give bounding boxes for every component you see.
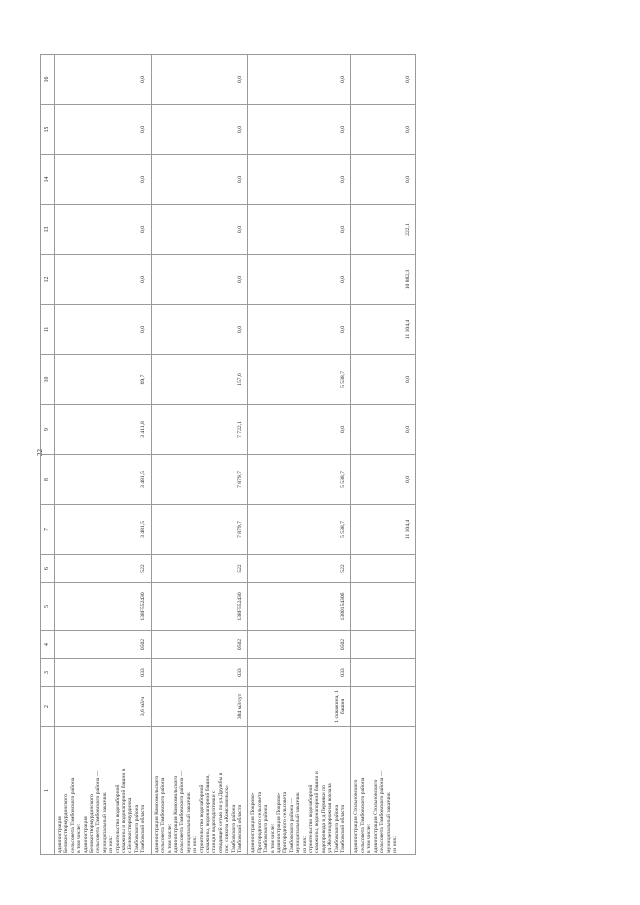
cell-c2: 1 скважина, 1 башня	[248, 687, 351, 727]
org-description-cell	[248, 727, 351, 855]
cell-c13: 0,0	[151, 205, 248, 255]
org-line: в том числе:	[166, 823, 173, 853]
org-line: из них:	[391, 836, 398, 853]
org-line: администрация Комсомольского	[172, 775, 179, 853]
cell-c6: 522	[248, 555, 351, 583]
cell-c14: 0,0	[55, 155, 152, 205]
org-line: муниципальный заказчик	[295, 792, 302, 853]
cell-c8: 7 879,7	[151, 455, 248, 505]
table-row	[55, 55, 152, 855]
org-line: муниципальный заказчик	[385, 792, 392, 853]
cell-c7: 11 104,4	[351, 505, 416, 555]
cell-c11: 0,0	[248, 305, 351, 355]
org-line: Тамбовской области	[140, 804, 147, 853]
column-header-11: 11	[41, 305, 55, 355]
cell-c16: 0,0	[55, 55, 152, 105]
org-line: Пригородного сельсовета	[256, 792, 263, 853]
cell-c4: 0502	[248, 631, 351, 659]
org-line: Тамбовского района	[333, 804, 340, 853]
cell-c15: 0,0	[351, 105, 416, 155]
org-line: муниципальный заказчик	[101, 792, 108, 853]
cell-c12: 10 882,3	[351, 255, 416, 305]
org-line: строительство водозаборной	[308, 784, 315, 853]
cell-c14: 0,0	[151, 155, 248, 205]
cell-c9: 0,0	[351, 405, 416, 455]
org-line: в том числе:	[76, 823, 83, 853]
cell-c3: 033	[248, 659, 351, 687]
column-header-16: 16	[41, 55, 55, 105]
org-line: скважины, водонапорной башни и	[314, 771, 321, 853]
org-line: в том числе:	[366, 823, 373, 853]
org-line: Тамбовской области	[236, 804, 243, 853]
cell-c13: 0,0	[248, 205, 351, 255]
cell-c11: 0,0	[151, 305, 248, 355]
column-header-15: 15	[41, 105, 55, 155]
column-header-12: 12	[41, 255, 55, 305]
org-line: сельсовета Тамбовского района —	[379, 770, 386, 853]
org-line: Тамбовского района —	[288, 797, 295, 853]
cell-c5	[351, 583, 416, 631]
org-line: строительство водозаборной	[114, 784, 121, 853]
cell-c16: 0,0	[351, 55, 416, 105]
org-line: сельсовета Тамбовского района —	[179, 770, 186, 853]
cell-c6: 522	[151, 555, 248, 583]
cell-c2	[351, 687, 416, 727]
org-line: скважины, водонапорной башни,	[204, 774, 211, 853]
org-line: сельсовета Тамбовского района	[359, 777, 366, 853]
cell-c2: 3,6 м3/ч	[55, 687, 152, 727]
cell-c8: 3 481,5	[55, 455, 152, 505]
org-line: станции водоподготовки с	[211, 790, 218, 853]
cell-c8: 0,0	[351, 455, 416, 505]
cell-c7: 7 879,7	[151, 505, 248, 555]
org-line: Белокостюрмурдинского	[89, 793, 96, 853]
org-line: из них:	[108, 836, 115, 853]
column-header-3: 3	[41, 659, 55, 687]
cell-c7: 5 538,7	[248, 505, 351, 555]
page-number: 22	[36, 449, 44, 456]
cell-c16: 0,0	[248, 55, 351, 105]
cell-c15: 0,0	[55, 105, 152, 155]
column-header-2: 2	[41, 687, 55, 727]
cell-c5: 138F552430	[151, 583, 248, 631]
cell-c6	[351, 555, 416, 583]
cell-c10: 157,6	[151, 355, 248, 405]
org-line: сельсовета Тамбовского района	[160, 777, 167, 853]
cell-c12: 0,0	[248, 255, 351, 305]
cell-c7: 3 481,5	[55, 505, 152, 555]
cell-c10: 0,0	[351, 355, 416, 405]
cell-c4: 0502	[151, 631, 248, 659]
org-line: из них:	[192, 836, 199, 853]
cell-c14: 0,0	[248, 155, 351, 205]
cell-c13: 222,1	[351, 205, 416, 255]
column-header-14: 14	[41, 155, 55, 205]
cell-c14: 0,0	[351, 155, 416, 205]
header-row	[41, 55, 55, 855]
org-line: Тамбовской области	[340, 804, 347, 853]
cell-c9: 3 411,8	[55, 405, 152, 455]
org-line: сельсовета Тамбовского района	[69, 777, 76, 853]
table-row	[151, 55, 248, 855]
cell-c3: 033	[151, 659, 248, 687]
cell-c9: 0,0	[248, 405, 351, 455]
column-header-1: 1	[41, 727, 55, 855]
org-line: Тамбовского района	[133, 804, 140, 853]
org-description-cell	[351, 727, 416, 855]
org-line: Тамбовского района	[263, 804, 270, 853]
cell-c3: 033	[55, 659, 152, 687]
column-header-9: 9	[41, 405, 55, 455]
org-line: администрация	[82, 816, 89, 853]
cell-c12: 0,0	[151, 255, 248, 305]
cell-c13: 0,0	[55, 205, 152, 255]
cell-c3	[351, 659, 416, 687]
cell-c5: 138015430б	[248, 583, 351, 631]
cell-c10: 69,7	[55, 355, 152, 405]
org-line: отводящей сетью по ул.Дружбы в	[217, 772, 224, 853]
org-line: администрация Стольновского	[353, 779, 360, 853]
org-line: скважины и водонапорной башни в	[121, 768, 128, 853]
column-header-6: 6	[41, 555, 55, 583]
table-row	[351, 55, 416, 855]
cell-c15: 0,0	[151, 105, 248, 155]
org-line: в том числе:	[269, 823, 276, 853]
org-line: администрация Покрово-	[250, 792, 257, 853]
column-header-5: 5	[41, 583, 55, 631]
org-line: Тамбовского района	[230, 804, 237, 853]
budget-table	[40, 54, 416, 855]
column-header-8: 8	[41, 455, 55, 505]
column-header-13: 13	[41, 205, 55, 255]
org-line: администрация Стольновского	[372, 779, 379, 853]
org-line: администрация	[57, 816, 63, 853]
org-line: пос. совхоза «Комсомольск»	[224, 785, 231, 853]
org-line: водопровода в д.Пермяки по	[320, 785, 327, 853]
column-header-7: 7	[41, 505, 55, 555]
org-line: Пригородного сельсовета	[282, 792, 289, 853]
cell-c10: 5 538,7	[248, 355, 351, 405]
org-description-cell	[151, 727, 248, 855]
org-line: администрация Комсомольского	[153, 775, 160, 853]
cell-c5: 138F552430	[55, 583, 152, 631]
cell-c12: 0,0	[55, 255, 152, 305]
org-line: строительство водозаборной	[198, 784, 205, 853]
org-line: администрация Покрово-	[276, 792, 282, 853]
cell-c6: 522	[55, 555, 152, 583]
cell-c4	[351, 631, 416, 659]
org-line: ул.Железнодорожная вокзала	[327, 783, 334, 853]
cell-c16: 0,0	[151, 55, 248, 105]
cell-c9: 7 722,1	[151, 405, 248, 455]
org-line: муниципальный заказчик	[185, 792, 192, 853]
cell-c15: 0,0	[248, 105, 351, 155]
org-line: из них:	[301, 836, 308, 853]
cell-c11: 11 104,4	[351, 305, 416, 355]
org-line: с.Белокостюрмурдинка	[127, 797, 134, 853]
table-row	[248, 55, 351, 855]
column-header-4: 4	[41, 631, 55, 659]
cell-c4: 0502	[55, 631, 152, 659]
cell-c11: 0,0	[55, 305, 152, 355]
org-description-cell	[55, 727, 152, 855]
column-header-10: 10	[41, 355, 55, 405]
cell-c2: 384 м3/сут	[151, 687, 248, 727]
cell-c8: 5 538,7	[248, 455, 351, 505]
org-line: сельсовета Тамбовского района —	[95, 770, 102, 853]
org-line: Белокостюрмурдинского	[63, 793, 70, 853]
